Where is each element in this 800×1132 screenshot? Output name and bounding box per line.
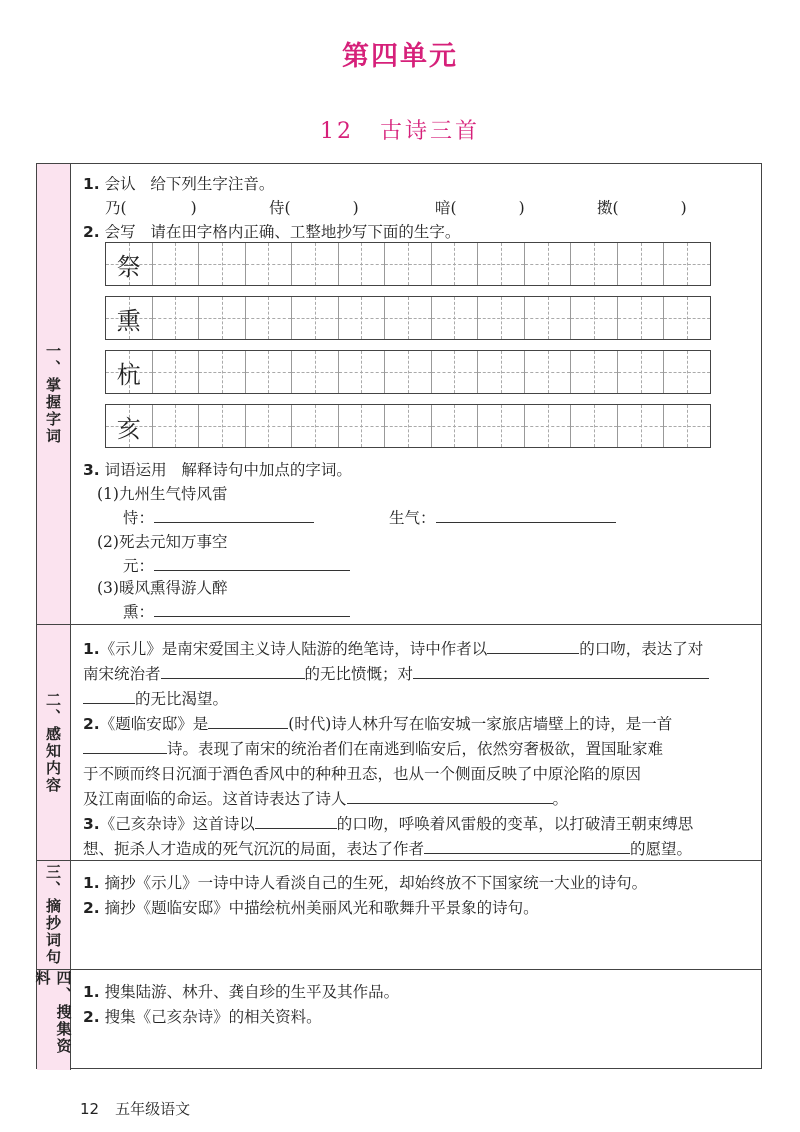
writing-grid-row <box>105 296 711 340</box>
section-excerpts <box>37 861 761 970</box>
lesson-number: 12 <box>319 119 354 144</box>
list-item: 2. 摘抄《题临安邸》中描绘杭州美丽风光和歌舞升平景象的诗句。 <box>83 899 539 917</box>
section-content <box>83 970 753 1070</box>
answer-line: 元： <box>123 554 350 576</box>
section-label: 一、掌握字词 <box>44 343 62 445</box>
answer-line: 生气： <box>389 506 616 528</box>
paragraph-line: 诗。表现了南宋的统治者们在南逃到临安后，依然穷奢极欲，置国耻家难 <box>83 737 663 759</box>
pinyin-item: 侍( ) <box>269 199 359 217</box>
grid-char: 杭 <box>116 360 141 389</box>
section-label: 四、搜集资料 <box>33 970 73 1055</box>
q3-heading: 3. 词语运用 解释诗句中加点的字词。 <box>83 461 352 479</box>
paragraph-line: 2.《题临安邸》是 (时代)诗人林升写在临安城一家旅店墙壁上的诗，是一首 <box>83 712 672 734</box>
section-content <box>83 861 753 969</box>
poem-line: (3)暖风熏得游人醉 <box>97 579 228 597</box>
list-item: 1. 摘抄《示儿》一诗中诗人看淡自己的生死，却始终放不下国家统一大业的诗句。 <box>83 874 648 892</box>
section-label-box <box>37 861 71 969</box>
poem-line: (2)死去元知万事空 <box>97 533 228 551</box>
pinyin-item: 擞( ) <box>597 199 687 217</box>
lesson-title <box>0 114 800 145</box>
paragraph-line: 1.《示儿》是南宋爱国主义诗人陆游的绝笔诗，诗中作者以 的口吻，表达了对 <box>83 637 703 659</box>
q1-heading: 1. 会认 给下列生字注音。 <box>83 175 275 193</box>
writing-grid-row <box>105 242 711 286</box>
section-label-box <box>37 164 71 624</box>
poem-line: (1)九州生气恃风雷 <box>97 485 228 503</box>
writing-grid-row <box>105 350 711 394</box>
pinyin-item: 乃( ) <box>105 199 197 217</box>
list-item: 2. 搜集《己亥杂诗》的相关资料。 <box>83 1008 322 1026</box>
worksheet-frame <box>33 163 762 1069</box>
section-comprehension <box>37 625 761 861</box>
paragraph-line: 的无比渴望。 <box>83 687 228 709</box>
page-footer <box>80 1098 190 1119</box>
section-vocabulary <box>37 164 761 625</box>
list-item: 1. 搜集陆游、林升、龚自珍的生平及其作品。 <box>83 983 400 1001</box>
grid-char: 亥 <box>116 414 141 443</box>
lesson-name: 古诗三首 <box>379 119 480 144</box>
unit-title: 第四单元 <box>342 41 458 72</box>
paragraph-line: 3.《己亥杂诗》这首诗以 的口吻，呼唤着风雷般的变革，以打破清王朝束缚思 <box>83 812 693 834</box>
section-label-box <box>33 970 73 1070</box>
grid-char: 熏 <box>116 306 141 335</box>
section-content <box>83 625 753 860</box>
paragraph-line: 于不顾而终日沉湎于酒色香风中的种种丑态，也从一个侧面反映了中原沦陷的原因 <box>83 765 642 783</box>
answer-line: 熏： <box>123 600 350 622</box>
grid-char: 祭 <box>116 252 141 281</box>
book-title: 五年级语文 <box>115 1100 191 1118</box>
paragraph-line: 想、扼杀人才造成的死气沉沉的局面，表达了作者 的愿望。 <box>83 837 692 859</box>
section-research <box>33 970 761 1070</box>
section-label-box <box>37 625 71 860</box>
section-content <box>83 164 753 624</box>
page-number: 12 <box>80 1100 100 1118</box>
answer-line: 恃： <box>123 506 314 528</box>
pinyin-item: 喑( ) <box>435 199 525 217</box>
paragraph-line: 及江南面临的命运。这首诗表达了诗人 。 <box>83 787 568 809</box>
writing-grid-row <box>105 404 711 448</box>
q2-heading: 2. 会写 请在田字格内正确、工整地抄写下面的生字。 <box>83 223 461 241</box>
section-label: 二、感知内容 <box>44 691 62 794</box>
paragraph-line: 南宋统治者 的无比愤慨；对 <box>83 662 709 684</box>
section-label: 三、摘抄词句 <box>44 864 62 966</box>
